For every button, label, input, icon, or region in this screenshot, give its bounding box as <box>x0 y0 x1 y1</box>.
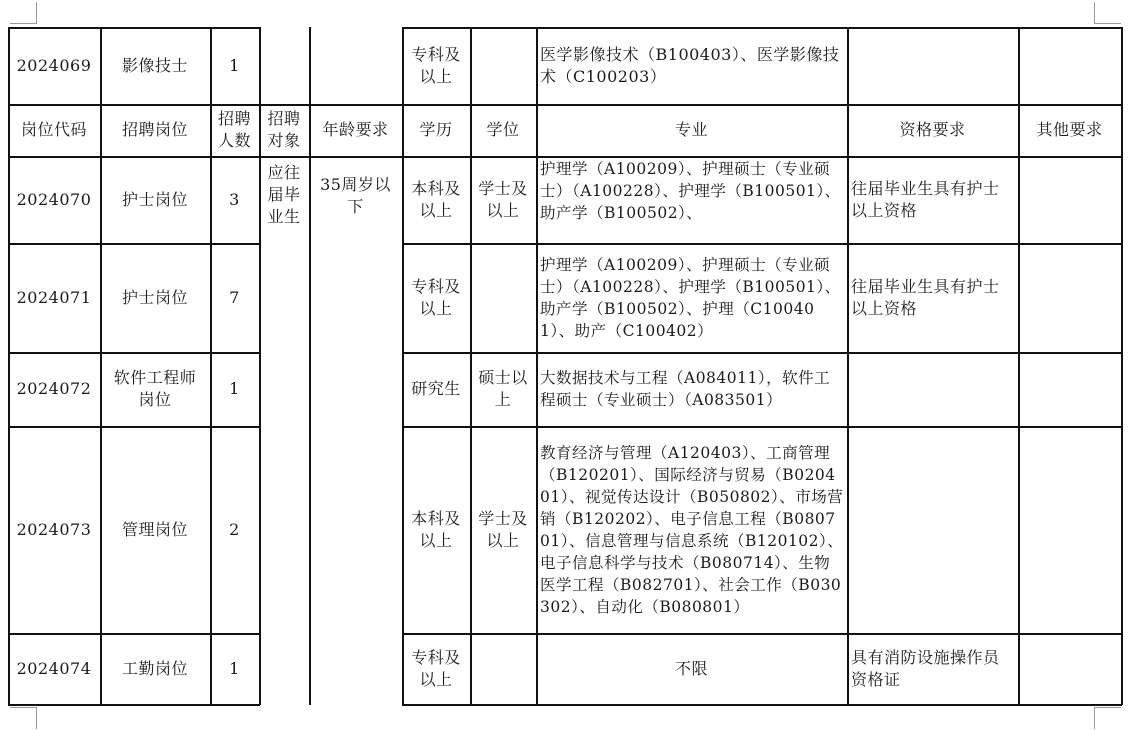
header-qualification: 资格要求 <box>899 120 966 139</box>
cell-other <box>1018 352 1121 426</box>
cell-education: 专科及以上 <box>411 44 461 86</box>
cell-degree: 学士及以上 <box>478 508 528 550</box>
cell-major: 不限 <box>674 658 708 678</box>
crop-mark <box>1094 707 1095 729</box>
crop-mark <box>36 707 37 729</box>
cell-target: 应往届毕业生 <box>267 163 301 226</box>
grid-line <box>402 704 1122 706</box>
grid-line <box>8 704 260 706</box>
cell-major: 护理学（A100209）、护理硕士（专业硕士）（A100228）、护理学（B100501）、助产学（B100502）、护理（C100401）、助产（C100402） <box>540 255 841 340</box>
cell-education: 本科及以上 <box>411 178 461 220</box>
cell-major: 护理学（A100209）、护理硕士（专业硕士）（A100228）、护理学（B100501）、助产学（B100502）、 <box>540 160 841 222</box>
cell-other <box>1018 27 1121 104</box>
crop-mark <box>1094 707 1121 708</box>
cell-degree <box>470 633 536 704</box>
cell-other <box>1018 243 1121 352</box>
header-degree: 学位 <box>486 120 520 139</box>
cell-major: 医学影像技术（B100403）、医学影像技术（C100203） <box>540 44 840 86</box>
header-count: 招聘人数 <box>217 109 251 150</box>
header-major: 专业 <box>674 120 708 139</box>
cell-major: 大数据技术与工程（A084011），软件工程硕士（专业硕士）（A083501） <box>540 369 831 409</box>
crop-mark <box>10 23 37 24</box>
cell-qualification <box>847 27 1018 104</box>
crop-mark <box>1094 23 1121 24</box>
crop-mark <box>1094 2 1095 24</box>
cell-education: 专科及以上 <box>411 647 461 689</box>
cell-count: 1 <box>229 658 240 678</box>
header-position: 招聘岗位 <box>121 120 188 139</box>
header-target: 招聘对象 <box>267 109 301 150</box>
cell-qualification: 往届毕业生具有护士以上资格 <box>851 178 1000 220</box>
header-age: 年龄要求 <box>322 120 389 139</box>
cell-position: 影像技士 <box>121 55 188 75</box>
cell-qualification <box>847 352 1018 426</box>
cell-position: 工勤岗位 <box>121 658 188 678</box>
cell-age: 35周岁以下 <box>320 175 391 216</box>
cell-other <box>1018 426 1121 633</box>
cell-position: 软件工程师岗位 <box>113 368 197 409</box>
cell-other <box>1018 633 1121 704</box>
cell-degree: 学士及以上 <box>478 178 528 220</box>
cell-education: 专科及以上 <box>411 276 461 318</box>
cell-code: 2024071 <box>16 287 92 307</box>
cell-code: 2024069 <box>16 55 92 75</box>
cell-degree <box>470 243 536 352</box>
cell-count: 2 <box>229 519 240 539</box>
cell-code: 2024073 <box>16 519 92 539</box>
cell-major: 教育经济与管理（A120403）、工商管理（B120201）、国际经济与贸易（B020401）、视觉传达设计（B050802）、市场营销（B120202）、电子信息工程（B080701）、信息管理与信息系统（B120102）、电子信息科学与技术（B080714）、生物医学工程（B082701）、社会工作（B030302）、自动化（B080801） <box>540 443 844 616</box>
cell-code: 2024070 <box>16 189 92 209</box>
cell-qualification: 具有消防设施操作员资格证 <box>851 647 1000 689</box>
cell-count: 3 <box>229 189 240 209</box>
header-education: 学历 <box>419 120 453 139</box>
cell-count: 7 <box>229 287 240 307</box>
header-other: 其他要求 <box>1036 120 1103 139</box>
cell-degree: 硕士以上 <box>478 368 528 409</box>
cell-education: 本科及以上 <box>411 508 461 550</box>
crop-mark <box>36 2 37 24</box>
cell-code: 2024072 <box>16 379 92 398</box>
cell-qualification: 往届毕业生具有护士以上资格 <box>851 276 1000 318</box>
cell-degree <box>470 27 536 104</box>
cell-code: 2024074 <box>16 658 92 678</box>
cell-count: 1 <box>229 55 240 75</box>
cell-education: 研究生 <box>411 379 461 398</box>
cell-qualification <box>847 426 1018 633</box>
cell-position: 护士岗位 <box>121 287 188 307</box>
header-code: 岗位代码 <box>20 120 87 139</box>
cell-other <box>1018 156 1121 243</box>
crop-mark <box>10 707 37 708</box>
grid-line <box>1121 27 1123 705</box>
cell-position: 管理岗位 <box>121 519 188 539</box>
cell-count: 1 <box>229 379 240 398</box>
cell-position: 护士岗位 <box>121 189 188 209</box>
